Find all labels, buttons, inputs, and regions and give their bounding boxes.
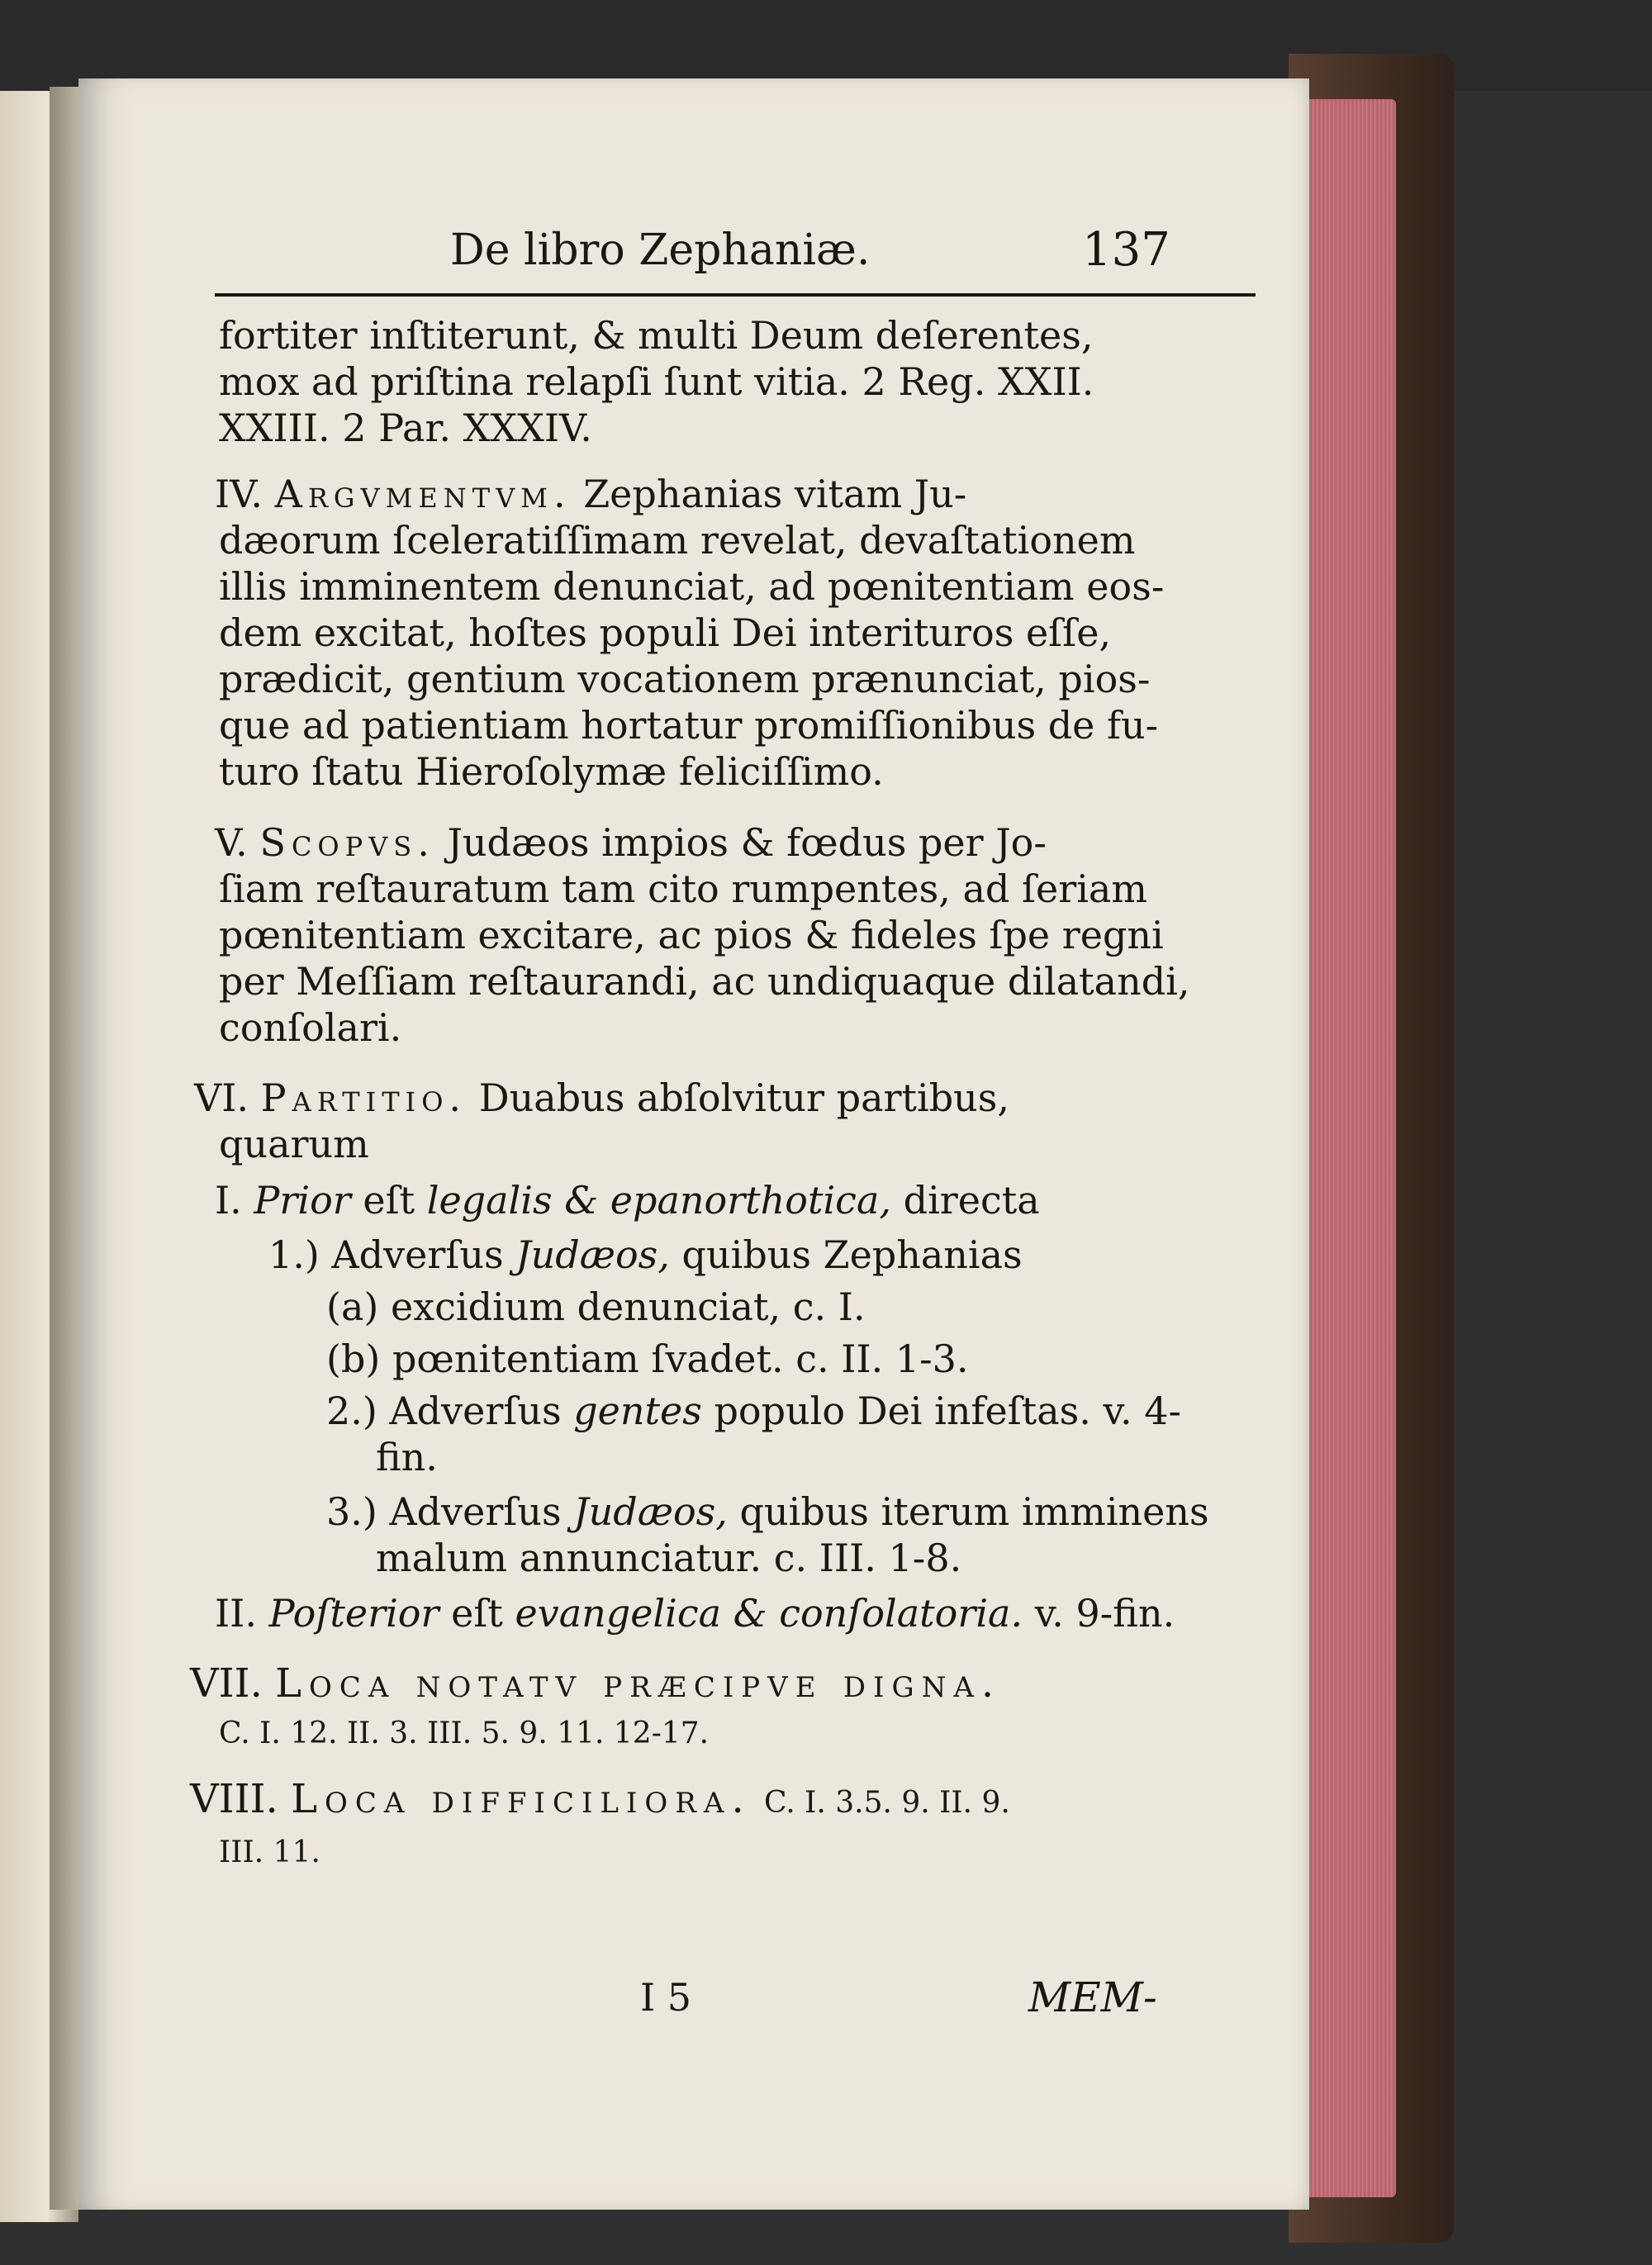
outline-item xyxy=(326,1388,1181,1434)
text-line: illis imminentem denunciat, ad pœnitentiam eos- xyxy=(219,564,1165,609)
text-span: Judæos impios & fœdus per Jo- xyxy=(447,820,1047,865)
reference-span: C. I. 3.5. 9. II. 9. xyxy=(763,1786,1010,1820)
text-line: dæorum ſceleratiſſimam revelat, devaſtationem xyxy=(219,518,1136,563)
outline-subitem: (a) excidium denunciat, c. I. xyxy=(326,1284,866,1329)
outline-number: II. xyxy=(215,1591,257,1636)
text-line: mox ad priſtina relapſi ſunt vitia. 2 Reg. XXII. xyxy=(219,359,1094,404)
section-title: Partitio. xyxy=(260,1076,468,1120)
catchword: MEM- xyxy=(1028,1973,1157,2021)
outline-number: I. xyxy=(215,1178,242,1223)
text-span: gentes xyxy=(573,1389,702,1433)
reference-line: C. I. 12. II. 3. III. 5. 9. 11. 12-17. xyxy=(219,1717,710,1750)
text-line: turo ſtatu Hieroſolymæ feliciſſimo. xyxy=(219,749,884,794)
outline-item xyxy=(268,1232,1023,1278)
outline-item xyxy=(326,1489,1209,1535)
text-line: conſolari. xyxy=(219,1005,402,1050)
text-span: Prior xyxy=(254,1178,351,1223)
text-span: Poſterior xyxy=(268,1591,439,1636)
text-span: Duabus abſolvitur partibus, xyxy=(478,1076,1010,1120)
text-line: pœnitentiam excitare, ac pios & fideles ſpe regni xyxy=(219,913,1164,957)
text-span: quibus iterum imminens xyxy=(739,1489,1209,1534)
text-line: XXIII. 2 Par. XXXIV. xyxy=(219,406,592,450)
text-span: Judæos, xyxy=(515,1232,670,1277)
text-span: Judæos, xyxy=(573,1489,728,1534)
running-title: De libro Zephaniæ. xyxy=(450,226,871,275)
text-line: quarum xyxy=(219,1122,369,1166)
text-span: eſt xyxy=(451,1591,503,1636)
text-span: 2.) Adverſus xyxy=(326,1389,562,1433)
reference-line: III. 11. xyxy=(219,1835,320,1869)
section-heading-loca-notatu xyxy=(190,1660,1001,1707)
page-number: 137 xyxy=(1082,223,1170,277)
section-heading-loca-difficiliora xyxy=(190,1776,1010,1826)
outline-item-prior xyxy=(215,1177,1040,1223)
section-title: Loca notatv præcipve digna. xyxy=(275,1660,1002,1707)
section-number: IV. xyxy=(215,472,263,516)
text-line: dem excitat, hoſtes populi Dei interituros eſſe, xyxy=(219,610,1112,655)
section-title: Scopvs. xyxy=(259,820,435,865)
text-line: ſiam reſtauratum tam cito rumpentes, ad ſeriam xyxy=(219,867,1147,911)
text-span: legalis & epanorthotica, xyxy=(426,1178,891,1223)
text-span: directa xyxy=(903,1178,1040,1223)
text-span: populo Dei infeſtas. v. 4- xyxy=(714,1389,1182,1433)
section-heading-scopus xyxy=(215,819,1047,866)
text-line: fin. xyxy=(376,1435,438,1479)
section-number: V. xyxy=(215,820,248,865)
text-line: que ad patientiam hortatur promiſſionibus de fu- xyxy=(219,703,1159,748)
page-edge-red xyxy=(1301,99,1396,2197)
page-content xyxy=(78,78,1309,2210)
text-line: per Meſſiam reſtaurandi, ac undiquaque dilatandi, xyxy=(219,959,1190,1004)
section-number: VIII. xyxy=(190,1776,278,1822)
text-line: fortiter inſtiterunt, & multi Deum deſerentes, xyxy=(219,313,1094,358)
header-rule xyxy=(215,293,1256,297)
text-span: 3.) Adverſus xyxy=(326,1489,562,1534)
section-heading-partitio xyxy=(194,1075,1009,1121)
signature-mark: I 5 xyxy=(640,1975,692,2020)
outline-item-posterior xyxy=(215,1590,1175,1636)
text-span: evangelica & conſolatoria. xyxy=(515,1591,1023,1636)
text-span: v. 9-fin. xyxy=(1034,1591,1175,1636)
text-span: 1.) Adverſus xyxy=(268,1232,504,1277)
text-line: prædicit, gentium vocationem prænunciat, pios- xyxy=(219,657,1151,701)
section-number: VI. xyxy=(194,1076,249,1120)
book-page xyxy=(78,78,1309,2210)
section-heading-argumentum xyxy=(215,471,966,517)
outline-subitem: (b) pœnitentiam ſvadet. c. II. 1-3. xyxy=(326,1337,969,1381)
section-number: VII. xyxy=(190,1660,263,1707)
section-title: Argvmentvm. xyxy=(274,472,572,516)
text-line: malum annunciatur. c. III. 1-8. xyxy=(376,1536,962,1580)
text-span: eſt xyxy=(363,1178,415,1223)
section-title: Loca difficiliora. xyxy=(291,1776,752,1822)
text-span: Zephanias vitam Ju- xyxy=(583,472,967,516)
text-span: quibus Zephanias xyxy=(681,1232,1023,1277)
